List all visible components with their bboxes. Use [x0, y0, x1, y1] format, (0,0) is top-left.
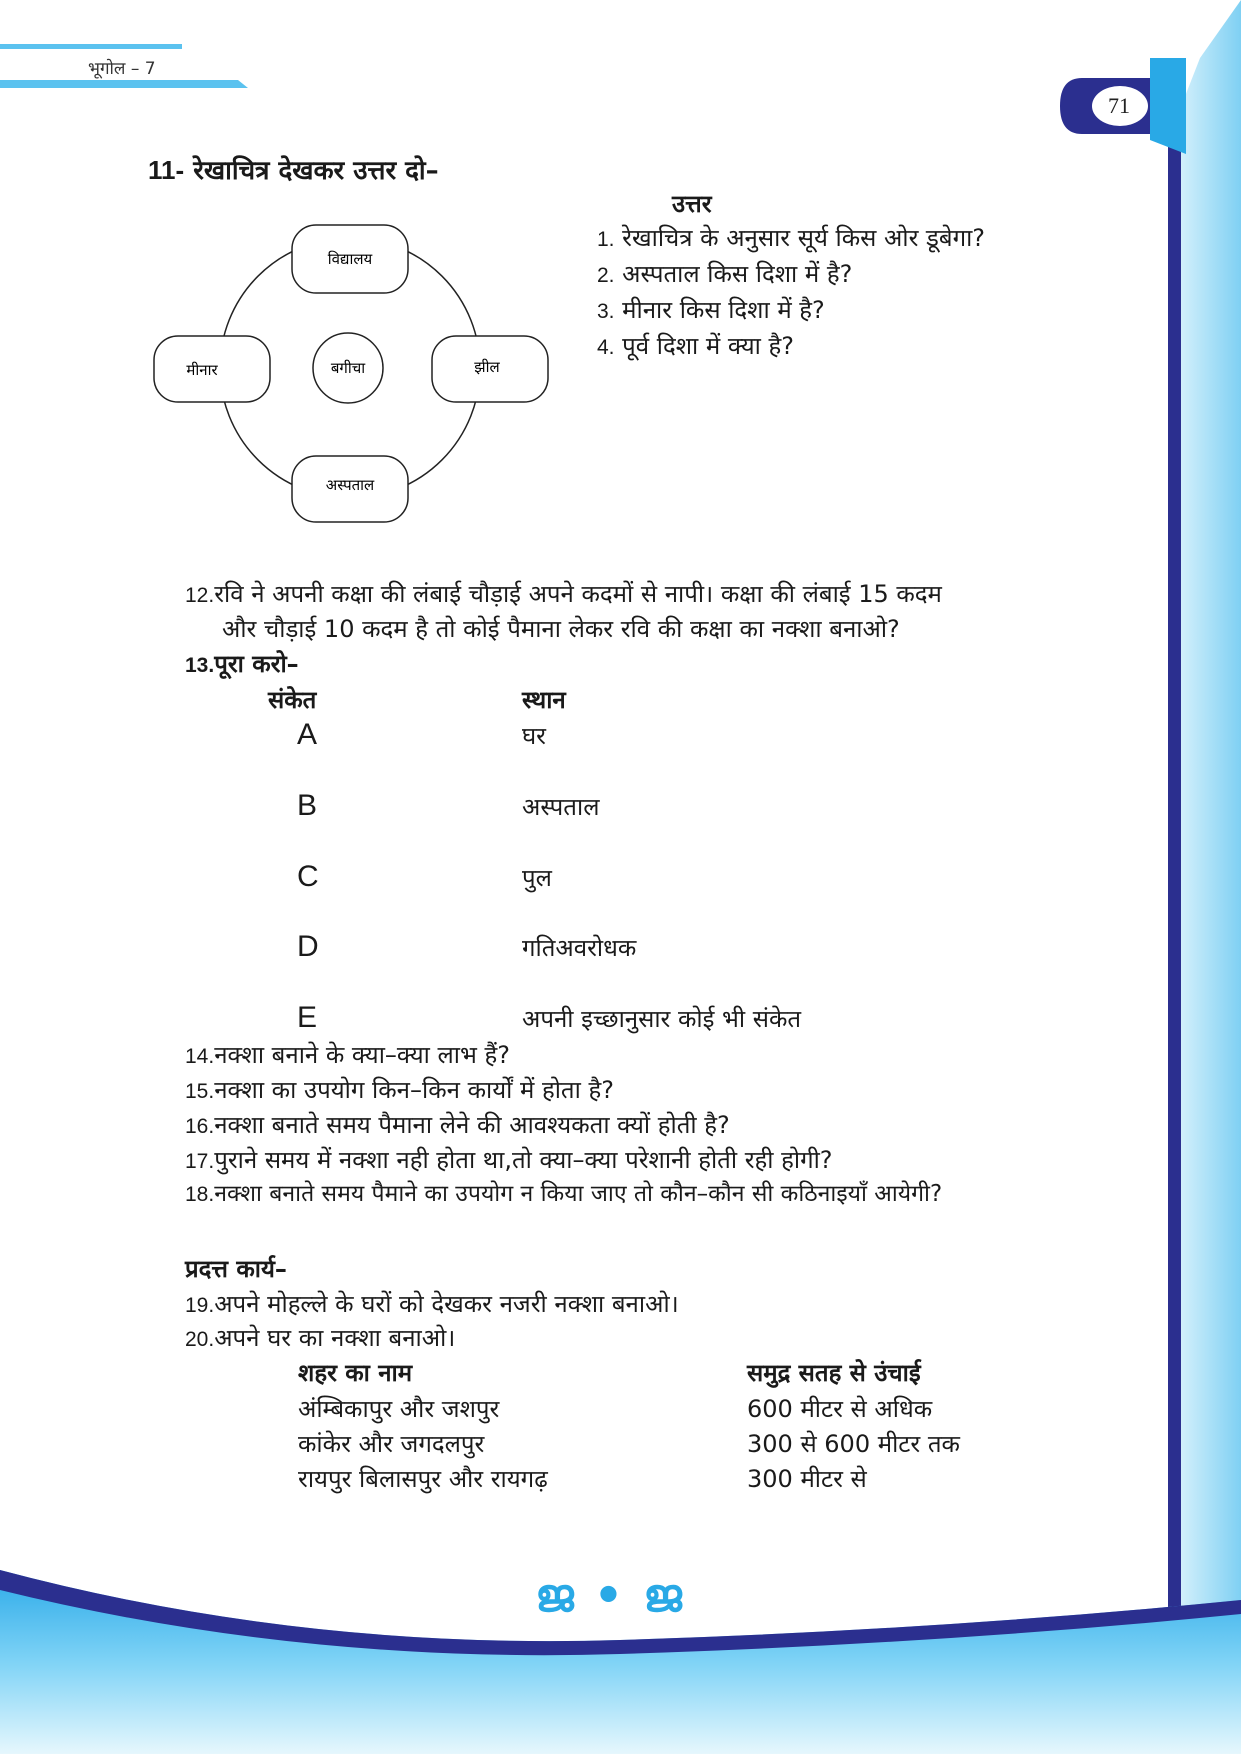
- symbol-d: D: [297, 930, 319, 963]
- place-e: अपनी इच्छानुसार कोई भी संकेत: [522, 1005, 802, 1033]
- q13-col-place: स्थान: [522, 686, 566, 714]
- question-text: अपने घर का नक्शा बनाओ।: [214, 1324, 456, 1352]
- table-header-height: समुद्र सतह से उंचाई: [747, 1359, 921, 1387]
- question-number: 15.: [185, 1080, 215, 1103]
- question-text: रेखाचित्र के अनुसार सूर्य किस ओर डूबेगा?: [622, 224, 986, 252]
- q11-question-4: [597, 332, 985, 368]
- answer-heading: उत्तर: [672, 190, 712, 218]
- q11-question-2: [597, 260, 985, 296]
- place-c: पुल: [522, 864, 552, 892]
- question-14: [185, 1041, 942, 1076]
- table-row-2-city: कांकेर और जगदलपुर: [298, 1430, 485, 1458]
- table-header-city: शहर का नाम: [298, 1359, 413, 1387]
- question-number: 1.: [597, 228, 615, 251]
- q13-heading: [185, 650, 299, 679]
- table-row-1-height: 600 मीटर से अधिक: [747, 1395, 933, 1423]
- question-number: 3.: [597, 300, 615, 323]
- question-16: [185, 1111, 942, 1146]
- header-subject: भूगोल – 7: [88, 59, 156, 79]
- q11-question-3: [597, 296, 985, 332]
- question-text: पूर्व दिशा में क्या है?: [622, 332, 794, 360]
- page-number: 71: [1108, 93, 1130, 118]
- question-text: अपने मोहल्ले के घरों को देखकर नजरी नक्शा बनाओ।: [214, 1290, 679, 1318]
- table-row-3-height: 300 मीटर से: [747, 1465, 867, 1493]
- question-number: 18.: [185, 1183, 215, 1206]
- assignment-item-20: [185, 1324, 455, 1353]
- q11-question-list: [597, 224, 985, 368]
- question-number: 20.: [185, 1328, 215, 1351]
- node-hospital-label: अस्पताल: [325, 476, 375, 494]
- question-text: मीनार किस दिशा में है?: [622, 296, 825, 324]
- symbol-e: E: [297, 1001, 318, 1034]
- question-number: 14.: [185, 1045, 215, 1068]
- header-stripe-bottom: [0, 80, 248, 88]
- q12-text-1: रवि ने अपनी कक्षा की लंबाई चौड़ाई अपने कदमों से नापी। कक्षा की लंबाई 15 कदम: [214, 580, 942, 608]
- q11-number: 11-: [148, 155, 185, 185]
- question-number: 16.: [185, 1115, 215, 1138]
- q12-line1: [185, 580, 942, 609]
- right-vertical-bar: [1168, 58, 1181, 1610]
- question-number: 2.: [597, 264, 615, 287]
- page-tab-flap: [1150, 58, 1186, 154]
- question-18: [185, 1181, 942, 1216]
- place-d: गतिअवरोधक: [522, 934, 637, 962]
- q13-title: पूरा करो–: [214, 650, 299, 678]
- symbol-c: C: [297, 860, 319, 893]
- table-row-1-city: अंम्बिकापुर और जशपुर: [298, 1395, 500, 1423]
- symbol-a: A: [297, 718, 318, 751]
- question-list: [185, 1041, 942, 1216]
- node-school-label: विद्यालय: [327, 250, 373, 268]
- question-text: पुराने समय में नक्शा नही होता था,तो क्या–क्या परेशानी होती रही होगी?: [214, 1146, 833, 1174]
- direction-diagram: [150, 220, 550, 530]
- q11-title: रेखाचित्र देखकर उत्तर दो–: [193, 156, 439, 186]
- q11-heading: [148, 155, 439, 187]
- assignment-heading: प्रदत्त कार्य–: [185, 1255, 287, 1283]
- question-text: अस्पताल किस दिशा में है?: [622, 260, 853, 288]
- q12-line2: और चौड़ाई 10 कदम है तो कोई पैमाना लेकर रवि की कक्षा का नक्शा बनाओ?: [222, 615, 900, 643]
- question-text: नक्शा बनाने के क्या–क्या लाभ हैं?: [214, 1041, 510, 1069]
- header-stripe-top: [0, 44, 182, 49]
- q12-number: 12.: [185, 584, 215, 607]
- symbol-b: B: [297, 789, 318, 822]
- place-b: अस्पताल: [522, 793, 600, 821]
- question-number: 4.: [597, 336, 615, 359]
- question-text: नक्शा बनाते समय पैमाने का उपयोग न किया जाए तो कौन–कौन सी कठिनाइयाँ आयेगी?: [214, 1181, 943, 1207]
- node-lake-label: झील: [474, 358, 500, 376]
- assignment-item-19: [185, 1290, 679, 1319]
- question-number: 19.: [185, 1294, 215, 1317]
- question-text: नक्शा का उपयोग किन–किन कार्यों में होता है?: [214, 1076, 614, 1104]
- node-garden-label: बगीचा: [330, 359, 366, 377]
- node-minar-label: मीनार: [186, 361, 218, 379]
- question-17: [185, 1146, 942, 1181]
- place-a: घर: [522, 722, 546, 750]
- table-row-2-height: 300 से 600 मीटर तक: [747, 1430, 960, 1458]
- table-row-3-city: रायपुर बिलासपुर और रायगढ़: [298, 1465, 548, 1493]
- q11-question-1: [597, 224, 985, 260]
- question-number: 17.: [185, 1150, 215, 1173]
- q13-col-symbol: संकेत: [268, 686, 317, 714]
- question-15: [185, 1076, 942, 1111]
- footer-ornament-icon: ജ • ജ: [535, 1568, 684, 1622]
- question-text: नक्शा बनाते समय पैमाना लेने की आवश्यकता क्यों होती है?: [214, 1111, 730, 1139]
- q13-number: 13.: [185, 654, 215, 677]
